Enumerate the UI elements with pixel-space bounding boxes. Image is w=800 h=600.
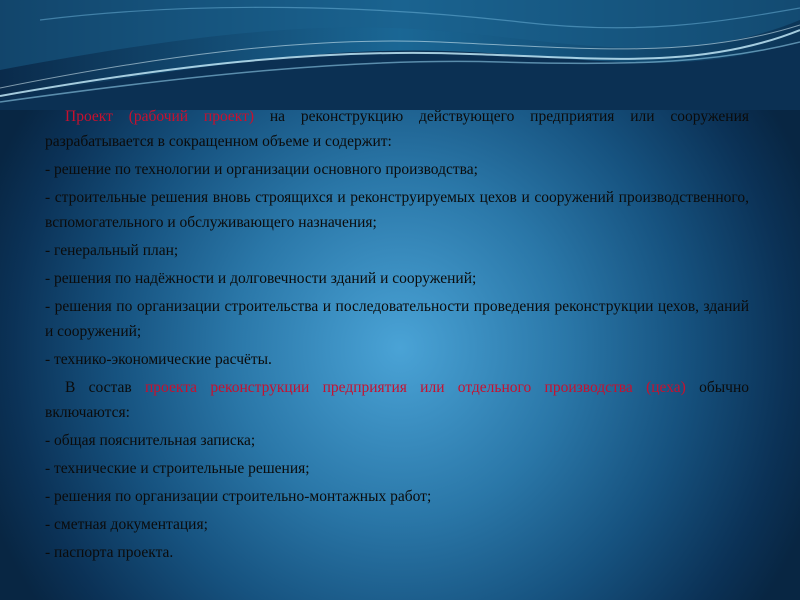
list-item: - паспорта проекта. <box>45 544 174 561</box>
intro-text: на реконструкцию действующего предприятия или сооружения разрабатывается в сокращенном объеме и содержит: <box>45 108 749 150</box>
highlight-project: Проект (рабочий проект) <box>65 108 255 125</box>
list-item: - решения по надёжности и долговечности зданий и сооружений; <box>45 270 477 287</box>
list-item: - решения по организации строительно-монтажных работ; <box>45 488 432 505</box>
list-item: - сметная документация; <box>45 516 208 533</box>
list-item: - строительные решения вновь строящихся и реконструируемых цехов и сооружений производственного, вспомогательного и обслуживающего назначения; <box>45 189 749 231</box>
intro-paragraph <box>45 104 749 154</box>
second-lead: В состав <box>65 379 145 396</box>
slide-body <box>45 104 749 568</box>
list-item: - технико-экономические расчёты. <box>45 351 272 368</box>
highlight-reconstruction: проекта реконструкции предприятия или отдельного производства (цеха) <box>145 379 686 396</box>
list-item: - общая пояснительная записка; <box>45 432 256 449</box>
list-item: - технические и строительные решения; <box>45 460 310 477</box>
second-paragraph <box>45 375 749 425</box>
list-item: - решения по организации строительства и последовательности проведения реконструкции цехов, зданий и сооружений; <box>45 298 749 340</box>
decorative-waves <box>0 0 800 110</box>
second-text: обычно включаются: <box>45 379 749 421</box>
list-item: - решение по технологии и организации основного производства; <box>45 161 478 178</box>
list-item: - генеральный план; <box>45 242 179 259</box>
